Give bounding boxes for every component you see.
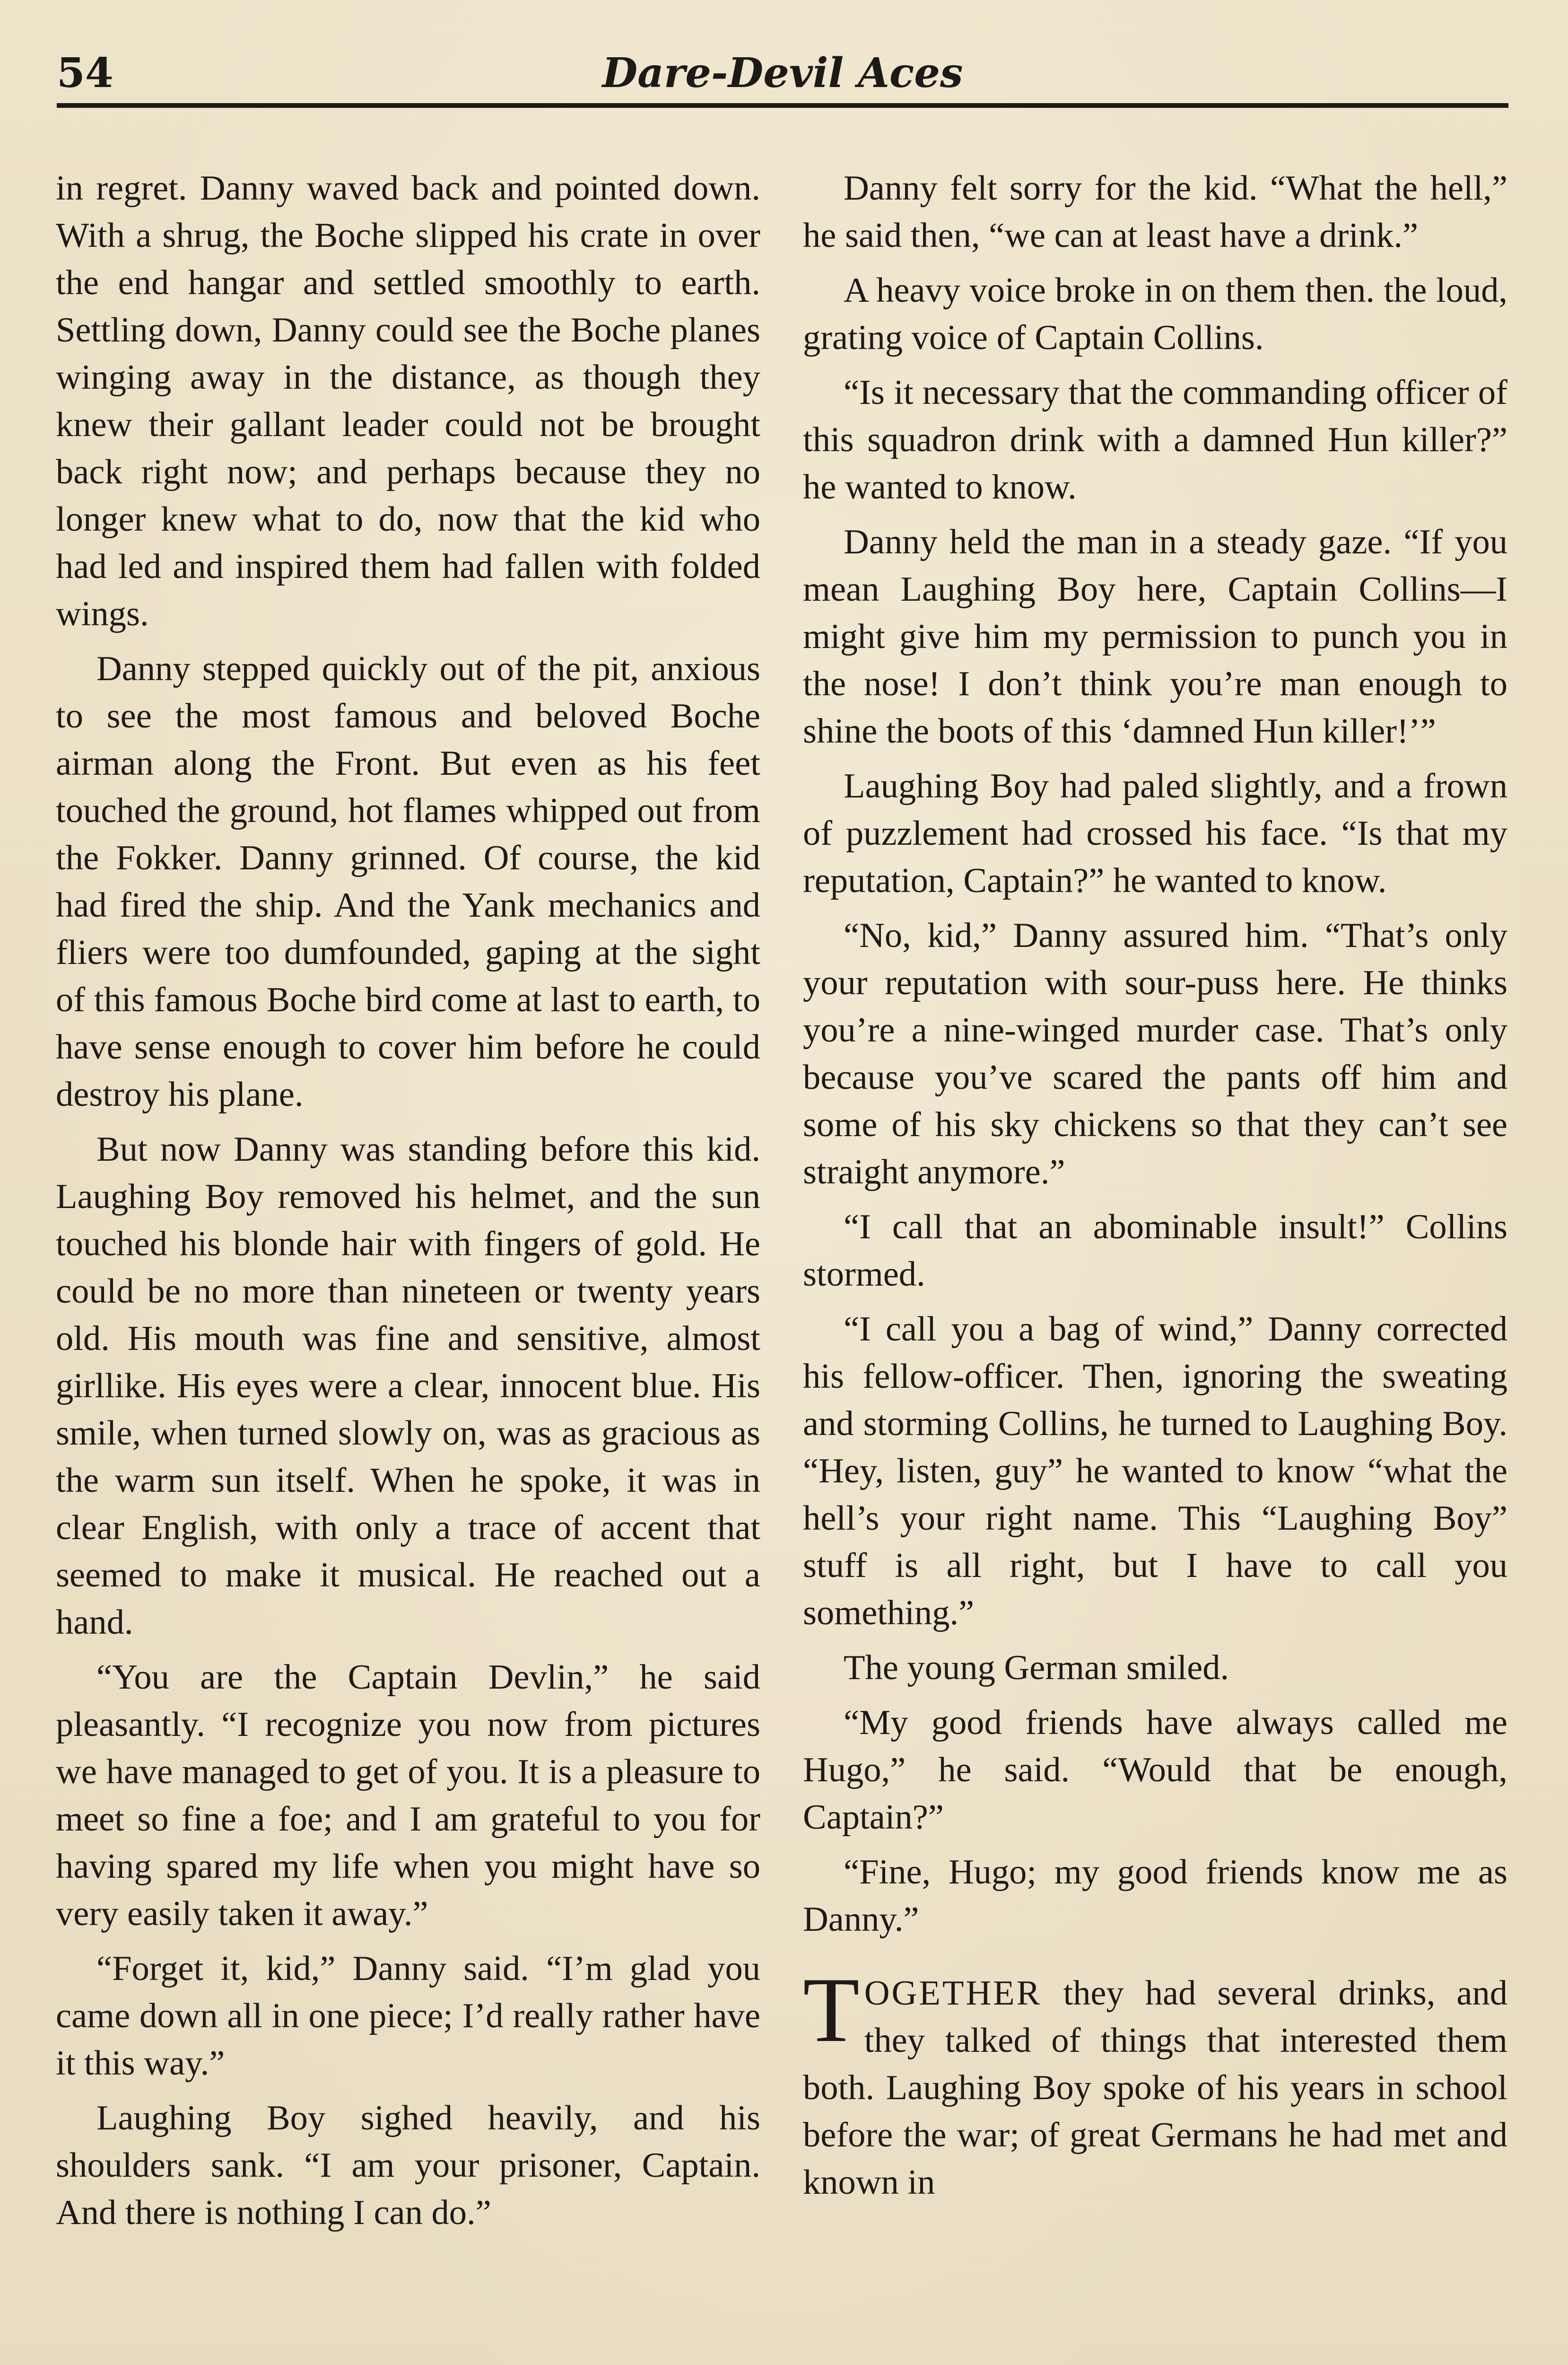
paragraph: “Fine, Hugo; my good friends know me as Danny.”	[803, 1853, 1507, 1939]
left-column	[56, 165, 760, 2365]
paragraph: “Forget it, kid,” Danny said. “I’m glad you came down all in one piece; I’d really rather have it this way.”	[56, 1949, 760, 2083]
right-column	[803, 165, 1507, 2365]
paragraph: “I call you a bag of wind,” Danny corrected his fellow-officer. Then, ignoring the sweating and storming Collins, he turned to Laughing Boy. “Hey, listen, guy” he wanted to know “what the hell’s your right name. This “Laughing Boy” stuff is all right, but I have to call you something.”	[803, 1310, 1507, 1632]
drop-cap: T	[803, 1959, 860, 2061]
paragraph: “I call that an abominable insult!” Collins stormed.	[803, 1208, 1507, 1294]
page-number: 54	[57, 49, 113, 97]
paragraph: Laughing Boy sighed heavily, and his shoulders sank. “I am your prisoner, Captain. And there is nothing I can do.”	[56, 2099, 760, 2232]
page-header	[57, 45, 1508, 106]
paragraph: Danny felt sorry for the kid. “What the hell,” he said then, “we can at least have a drink.”	[803, 169, 1507, 255]
running-title: Dare-Devil Aces	[602, 49, 963, 97]
paragraph: But now Danny was standing before this kid. Laughing Boy removed his helmet, and the sun touched his blonde hair with fingers of gold. He could be no more than nineteen or twenty years old. His mouth was fine and sensitive, almost girllike. His eyes were a clear, innocent blue. His smile, when turned slowly on, was as gracious as the warm sun itself. When he spoke, it was in clear English, with only a trace of accent that seemed to make it musical. He reached out a hand.	[56, 1130, 760, 1642]
header-rule	[57, 103, 1508, 108]
paragraph: The young German smiled.	[844, 1648, 1229, 1687]
paragraph: Danny held the man in a steady gaze. “If you mean Laughing Boy here, Captain Collins—I might give him my permission to punch you in the nose! I don’t think you’re man enough to shine the boots of this ‘damned Hun killer!’”	[803, 523, 1507, 751]
paragraph: in regret. Danny waved back and pointed down. With a shrug, the Boche slipped his crate in over the end hangar and settled smoothly to earth. Settling down, Danny could see the Boche planes winging away in the distance, as though they knew their gallant leader could not be brought back right now; and perhaps because they no longer knew what to do, now that the kid who had led and inspired them had fallen with folded wings.	[56, 169, 760, 633]
paragraph: Danny stepped quickly out of the pit, anxious to see the most famous and beloved Boche airman along the Front. But even as his feet touched the ground, hot flames whipped out from the Fokker. Danny grinned. Of course, the kid had fired the ship. And the Yank mechanics and fliers were too dumfounded, gaping at the sight of this famous Boche bird come at last to earth, to have sense enough to cover him before he could destroy his plane.	[56, 649, 760, 1114]
paragraph: “You are the Captain Devlin,” he said pleasantly. “I recognize you now from pictures we have managed to get of you. It is a pleasure to meet so fine a foe; and I am grateful to you for having spared my life when you might have so very easily taken it away.”	[56, 1658, 760, 1933]
section-paragraph	[803, 1959, 1507, 2206]
paragraph: “No, kid,” Danny assured him. “That’s only your reputation with sour-puss here. He thinks you’re a nine-winged murder case. That’s only because you’ve scared the pants off him and some of his sky chickens so that they can’t see straight anymore.”	[803, 916, 1507, 1191]
paragraph: A heavy voice broke in on them then. the loud, grating voice of Captain Collins.	[803, 271, 1507, 357]
section-text: they had several drinks, and they talked of things that interested them both. Laughing Boy spoke of his years in school before the war; of great Germans he had met and known in	[803, 1974, 1507, 2202]
section-first-word: OGETHER	[864, 1974, 1042, 2013]
paragraph: “Is it necessary that the commanding officer of this squadron drink with a damned Hun killer?” he wanted to know.	[803, 373, 1507, 507]
paragraph: “My good friends have always called me Hugo,” he said. “Would that be enough, Captain?”	[803, 1703, 1507, 1837]
paragraph: Laughing Boy had paled slightly, and a frown of puzzlement had crossed his face. “Is that my reputation, Captain?” he wanted to know.	[803, 767, 1507, 900]
